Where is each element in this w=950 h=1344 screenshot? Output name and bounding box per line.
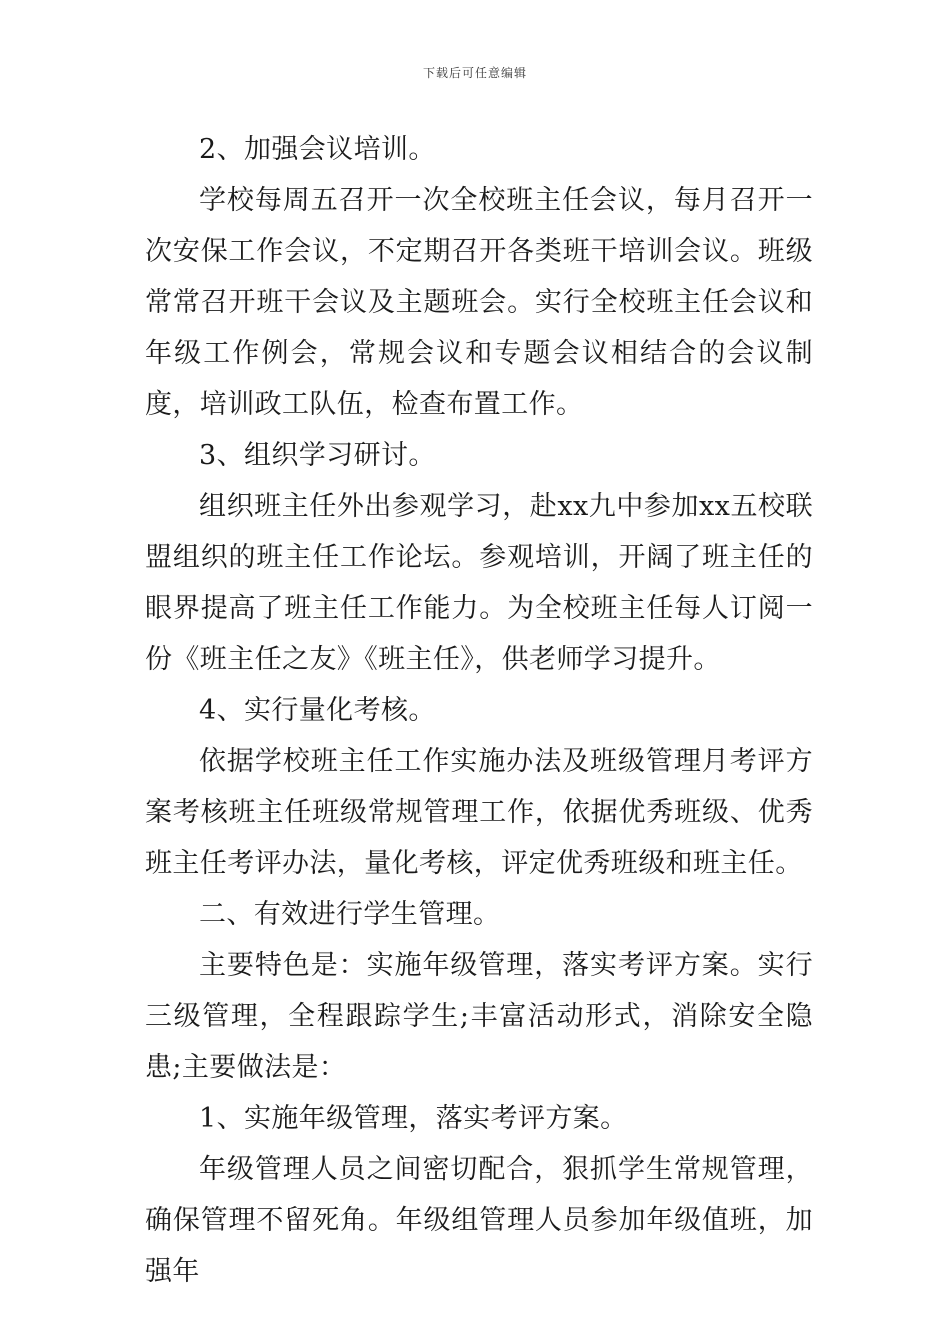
paragraph-features: 主要特色是：实施年级管理，落实考评方案。实行三级管理，全程跟踪学生;丰富活动形式，消除安全隐患;主要做法是：	[145, 950, 813, 1083]
heading-student-management: 二、有效进行学生管理。	[199, 899, 501, 930]
paragraph-meetings: 学校每周五召开一次全校班主任会议，每月召开一次安保工作会议，不定期召开各类班干培训会议。班级常常召开班干会议及主题班会。实行全校班主任会议和年级工作例会，常规会议和专题会议相结合的会议制度，培训政工队伍，检查布置工作。	[145, 185, 813, 420]
paragraph-grade-management: 年级管理人员之间密切配合，狠抓学生常规管理，确保管理不留死角。年级组管理人员参加年级值班，加强年	[145, 1154, 813, 1287]
heading-grade-management: 1、实施年级管理，落实考评方案。	[199, 1103, 628, 1134]
heading-meeting-training: 2、加强会议培训。	[199, 134, 436, 165]
heading-quantified-assessment: 4、实行量化考核。	[199, 695, 436, 726]
paragraph-study: 组织班主任外出参观学习，赴xx九中参加xx五校联盟组织的班主任工作论坛。参观培训，开阔了班主任的眼界提高了班主任工作能力。为全校班主任每人订阅一份《班主任之友》《班主任》，供老师学习提升。	[145, 491, 813, 675]
page-header: 下载后可任意编辑	[422, 66, 527, 80]
paragraph-assessment: 依据学校班主任工作实施办法及班级管理月考评方案考核班主任班级常规管理工作，依据优秀班级、优秀班主任考评办法，量化考核，评定优秀班级和班主任。	[145, 746, 813, 879]
document-body	[145, 124, 813, 1297]
heading-study-seminar: 3、组织学习研讨。	[199, 440, 436, 471]
